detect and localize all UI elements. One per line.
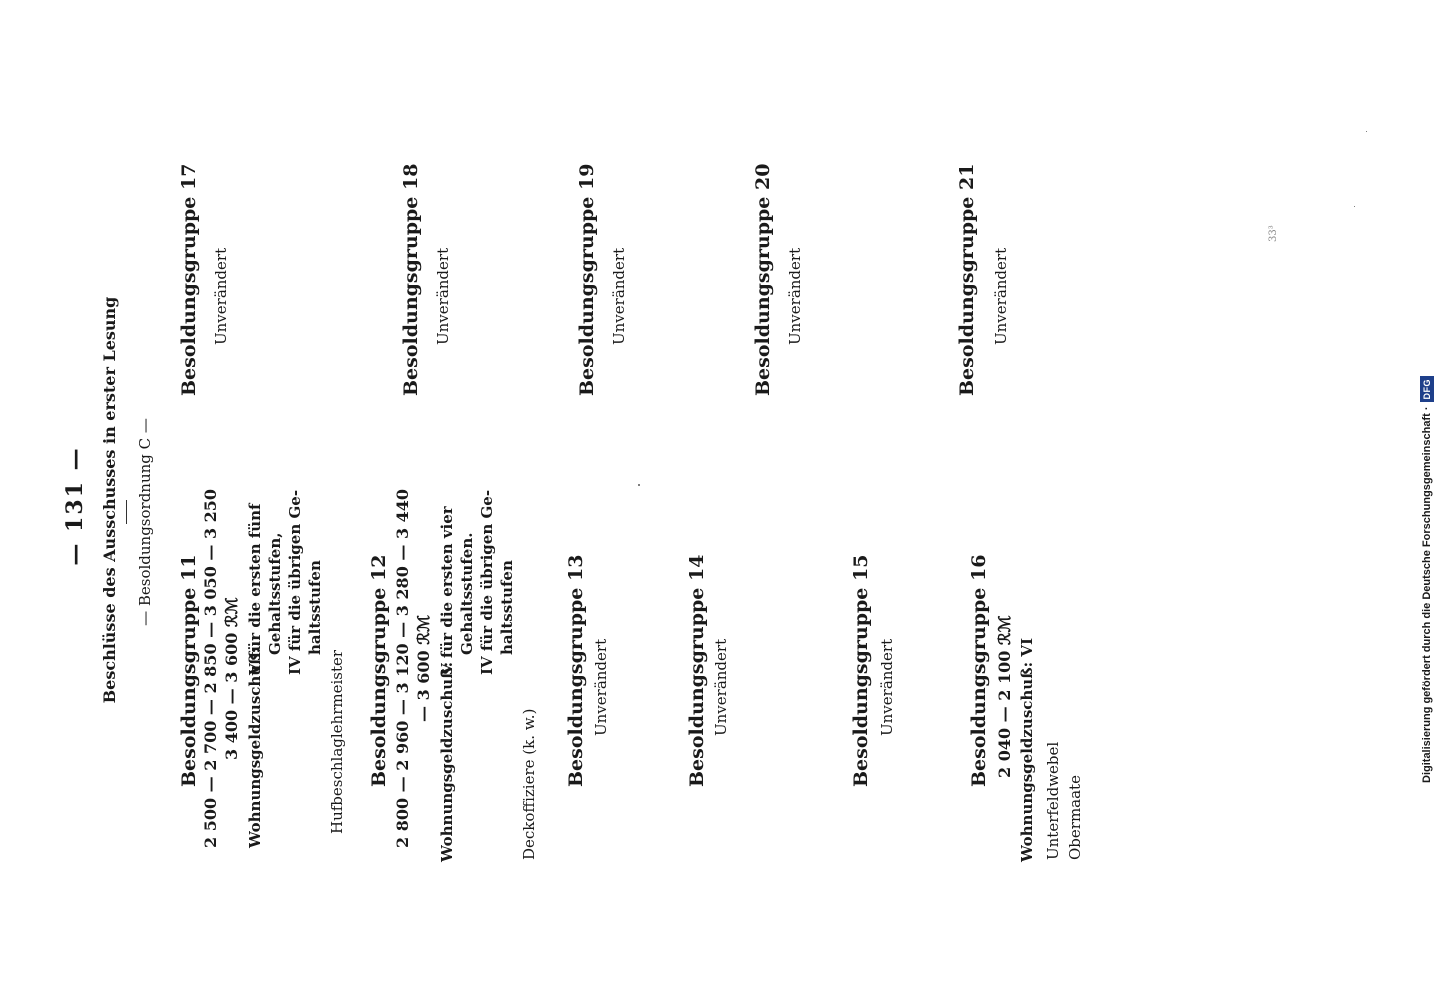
group-12-title: Besoldungsgruppe 12 xyxy=(368,554,390,787)
group-15-note: Unverändert xyxy=(878,638,896,736)
dfg-credit xyxy=(1418,378,1434,783)
group-16-salary-line-1: 2 040 — 2 100 ℛℳ xyxy=(995,615,1014,778)
group-12-allowance-label: Wohnungsgeldzuschuß: xyxy=(438,661,456,862)
scan-speck xyxy=(1354,206,1355,207)
group-14-title: Besoldungsgruppe 14 xyxy=(686,554,708,787)
group-21-title: Besoldungsgruppe 21 xyxy=(956,163,978,396)
group-11-allowance-line-2: Gehaltsstufen, xyxy=(266,532,284,655)
group-13-note: Unverändert xyxy=(592,638,610,736)
group-16-rank-1: Unterfeldwebel xyxy=(1044,741,1062,860)
group-11-salary-line-2: 3 400 — 3 600 ℛℳ xyxy=(222,597,241,760)
group-20-note: Unverändert xyxy=(786,247,804,345)
group-12-salary-line-1: 2 800 — 2 960 — 3 120 — 3 280 — 3 440 xyxy=(393,488,412,848)
group-19-title: Besoldungsgruppe 19 xyxy=(576,163,598,396)
group-18-note: Unverändert xyxy=(434,247,452,345)
group-19-note: Unverändert xyxy=(610,247,628,345)
group-12-allowance-line-3: IV für die übrigen Ge- xyxy=(478,489,496,675)
group-20-title: Besoldungsgruppe 20 xyxy=(752,163,774,396)
group-17-note: Unverändert xyxy=(212,247,230,345)
page-subheading: — Besoldungsordnung C — xyxy=(136,418,154,626)
group-17-title: Besoldungsgruppe 17 xyxy=(178,163,200,396)
group-12-salary-line-2: — 3 600 ℛℳ xyxy=(414,614,433,722)
group-11-allowance-line-1: V für die ersten fünf xyxy=(246,503,264,675)
group-12-allowance-line-4: haltsstufen xyxy=(498,560,516,655)
heading-rule xyxy=(126,500,127,524)
group-11-allowance-line-3: IV für die übrigen Ge- xyxy=(286,489,304,675)
dfg-credit-text: Digitalisierung gefördert durch die Deutsche Forschungsgemeinschaft · xyxy=(1421,406,1433,783)
group-16-title: Besoldungsgruppe 16 xyxy=(968,554,990,787)
group-16-allowance: Wohnungsgeldzuschuß: VI xyxy=(1018,637,1036,862)
group-12-allowance-line-2: Gehaltsstufen. xyxy=(458,532,476,655)
group-18-title: Besoldungsgruppe 18 xyxy=(400,163,422,396)
group-15-title: Besoldungsgruppe 15 xyxy=(850,554,872,787)
group-11-salary-line-1: 2 500 — 2 700 — 2 850 — 3 050 — 3 250 xyxy=(201,488,220,848)
group-11-rank: Hufbeschlaglehrmeister xyxy=(328,649,346,834)
dfg-logo: DFG xyxy=(1420,376,1434,403)
group-14-note: Unverändert xyxy=(712,638,730,736)
group-12-allowance-line-1: V für die ersten vier xyxy=(438,506,456,675)
group-11-title: Besoldungsgruppe 11 xyxy=(178,554,200,787)
margin-mark: 33³ xyxy=(1268,225,1279,242)
group-21-note: Unverändert xyxy=(992,247,1010,345)
page-heading: Beschlüsse des Ausschusses in erster Lesung xyxy=(100,296,119,704)
group-12-rank: Deckoffiziere (k. w.) xyxy=(520,708,538,860)
group-11-allowance-label: Wohnungsgeldzuschuß: xyxy=(246,647,264,848)
group-16-rank-2: Obermaate xyxy=(1066,775,1084,860)
group-11-allowance-line-4: haltsstufen xyxy=(306,560,324,655)
group-13-title: Besoldungsgruppe 13 xyxy=(565,554,587,787)
scan-speck xyxy=(1366,131,1367,132)
scan-speck xyxy=(638,484,640,486)
page-number: — 131 — xyxy=(62,446,88,566)
